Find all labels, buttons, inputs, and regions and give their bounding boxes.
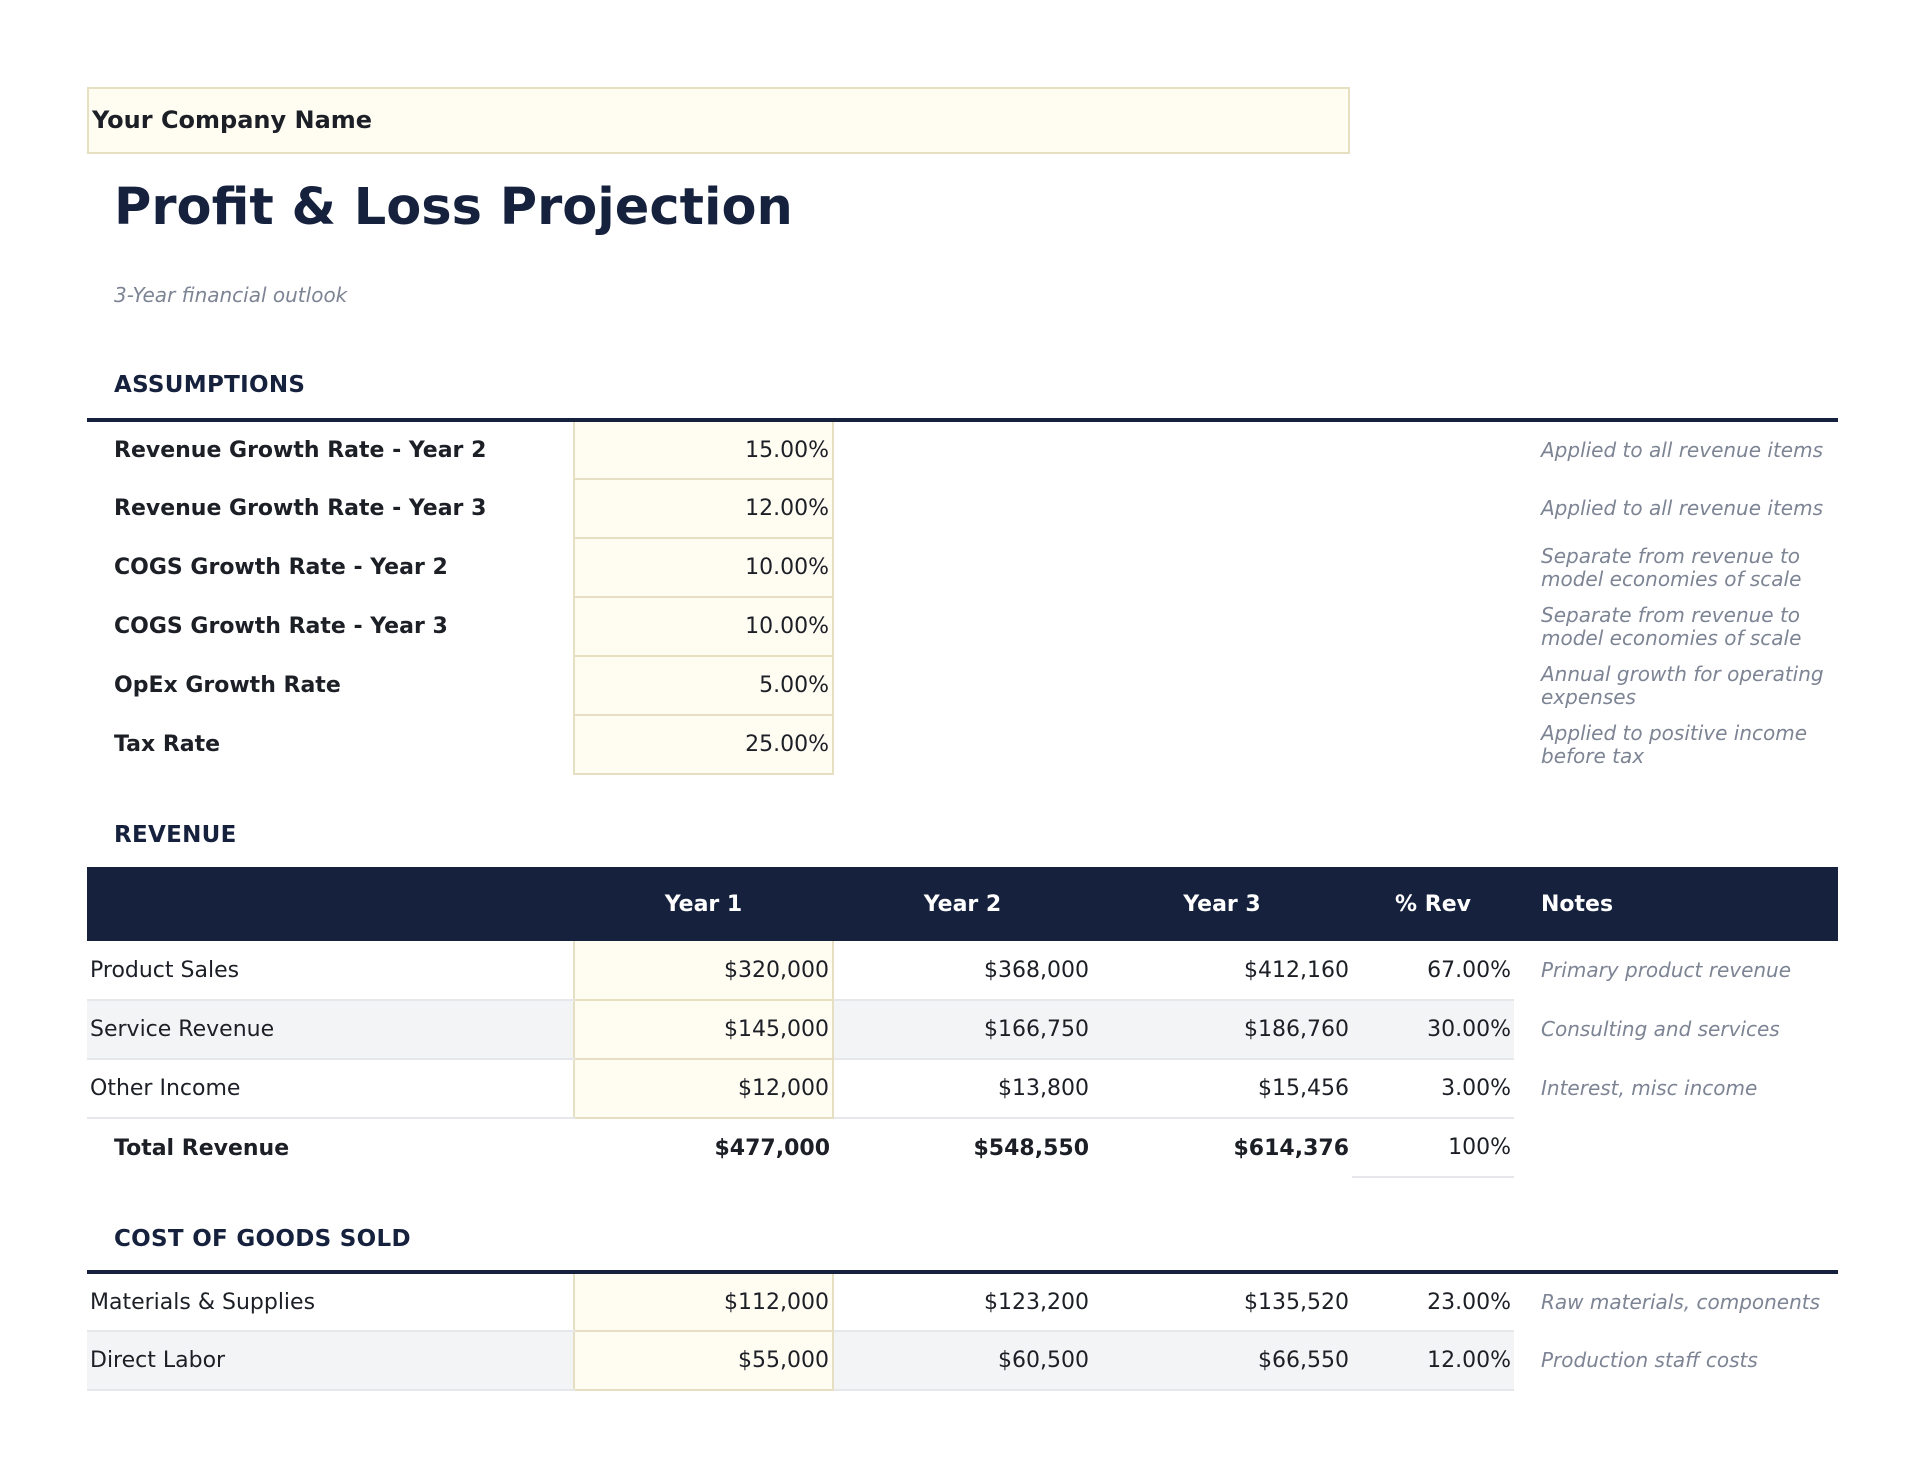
- assumption-row: [87, 538, 1838, 597]
- col-header-notes: Notes: [1514, 867, 1838, 941]
- row-label: Service Revenue: [87, 1000, 574, 1059]
- year1-input[interactable]: $112,000: [574, 1272, 833, 1331]
- assumption-note: Annual growth for operating expenses: [1541, 661, 1824, 709]
- cogs-heading: COST OF GOODS SOLD: [114, 1226, 411, 1252]
- pct-rev-value: 30.00%: [1352, 1000, 1514, 1059]
- revenue-table: [87, 867, 1838, 1178]
- spacer: [833, 479, 1541, 538]
- total-label: Total Revenue: [114, 1135, 290, 1161]
- row-note: Raw materials, components: [1514, 1272, 1838, 1331]
- row-note: Production staff costs: [1514, 1331, 1838, 1390]
- page-title: Profit & Loss Projection: [114, 178, 793, 237]
- table-row: [87, 941, 1838, 1000]
- revenue-heading: REVENUE: [114, 822, 237, 848]
- year2-value: $123,200: [833, 1272, 1092, 1331]
- assumption-value-input[interactable]: 25.00%: [574, 715, 833, 774]
- total-pct-rev: 100%: [1352, 1118, 1514, 1177]
- year1-input[interactable]: $12,000: [574, 1059, 833, 1118]
- assumptions-heading: ASSUMPTIONS: [114, 372, 306, 398]
- year3-value: $15,456: [1092, 1059, 1352, 1118]
- table-row: [87, 1272, 1838, 1331]
- row-label: Direct Labor: [87, 1331, 574, 1390]
- assumption-note: Applied to positive income before tax: [1541, 720, 1808, 768]
- assumption-value-input[interactable]: 15.00%: [574, 420, 833, 479]
- pct-rev-value: 12.00%: [1352, 1331, 1514, 1390]
- assumption-row: [87, 420, 1838, 479]
- year3-value: $66,550: [1092, 1331, 1352, 1390]
- spacer: [833, 420, 1541, 479]
- total-year3: $614,376: [1233, 1135, 1349, 1161]
- spacer: [833, 715, 1541, 774]
- col-header-year3: Year 3: [1092, 867, 1352, 941]
- year1-input[interactable]: $145,000: [574, 1000, 833, 1059]
- assumption-label: OpEx Growth Rate: [114, 673, 341, 698]
- page-subtitle: 3-Year financial outlook: [114, 283, 348, 307]
- assumption-row: [87, 479, 1838, 538]
- assumptions-table: [87, 418, 1838, 775]
- col-header-label: [87, 867, 574, 941]
- assumption-row: [87, 597, 1838, 656]
- col-header-pct-rev: % Rev: [1352, 867, 1514, 941]
- company-name-cell[interactable]: Your Company Name: [87, 87, 1350, 154]
- row-label: Product Sales: [87, 941, 574, 1000]
- total-year1: $477,000: [714, 1135, 830, 1161]
- year2-value: $13,800: [833, 1059, 1092, 1118]
- pct-rev-value: 3.00%: [1352, 1059, 1514, 1118]
- table-row: [87, 1059, 1838, 1118]
- assumption-value-input[interactable]: 10.00%: [574, 538, 833, 597]
- assumption-row: [87, 656, 1838, 715]
- pct-rev-value: 67.00%: [1352, 941, 1514, 1000]
- total-revenue-row: [87, 1118, 1838, 1177]
- revenue-header-row: [87, 867, 1838, 941]
- spacer: [833, 597, 1541, 656]
- year3-value: $135,520: [1092, 1272, 1352, 1331]
- assumption-label: Tax Rate: [114, 732, 221, 757]
- table-row: [87, 1331, 1838, 1390]
- assumption-note: Separate from revenue to model economies of scale: [1541, 543, 1802, 591]
- spacer: [833, 656, 1541, 715]
- spacer: [833, 538, 1541, 597]
- col-header-year2: Year 2: [833, 867, 1092, 941]
- cogs-table: [87, 1270, 1838, 1391]
- assumption-value-input[interactable]: 12.00%: [574, 479, 833, 538]
- spacer: [1514, 1118, 1838, 1177]
- year3-value: $186,760: [1092, 1000, 1352, 1059]
- col-header-year1: Year 1: [574, 867, 833, 941]
- year1-input[interactable]: $320,000: [574, 941, 833, 1000]
- assumption-note: Separate from revenue to model economies of scale: [1541, 602, 1802, 650]
- row-label: Materials & Supplies: [87, 1272, 574, 1331]
- year3-value: $412,160: [1092, 941, 1352, 1000]
- table-row: [87, 1000, 1838, 1059]
- year2-value: $166,750: [833, 1000, 1092, 1059]
- row-label: Other Income: [87, 1059, 574, 1118]
- year1-input[interactable]: $55,000: [574, 1331, 833, 1390]
- assumption-row: [87, 715, 1838, 774]
- assumption-label: Revenue Growth Rate - Year 3: [114, 496, 487, 521]
- assumption-label: COGS Growth Rate - Year 3: [114, 614, 448, 639]
- assumption-label: COGS Growth Rate - Year 2: [114, 555, 448, 580]
- row-note: Primary product revenue: [1514, 941, 1838, 1000]
- assumption-label: Revenue Growth Rate - Year 2: [114, 438, 487, 463]
- total-year2: $548,550: [973, 1135, 1089, 1161]
- year2-value: $60,500: [833, 1331, 1092, 1390]
- assumption-value-input[interactable]: 5.00%: [574, 656, 833, 715]
- assumption-note: Applied to all revenue items: [1541, 438, 1823, 462]
- assumption-note: Applied to all revenue items: [1541, 496, 1823, 520]
- row-note: Interest, misc income: [1514, 1059, 1838, 1118]
- assumption-value-input[interactable]: 10.00%: [574, 597, 833, 656]
- pct-rev-value: 23.00%: [1352, 1272, 1514, 1331]
- row-note: Consulting and services: [1514, 1000, 1838, 1059]
- year2-value: $368,000: [833, 941, 1092, 1000]
